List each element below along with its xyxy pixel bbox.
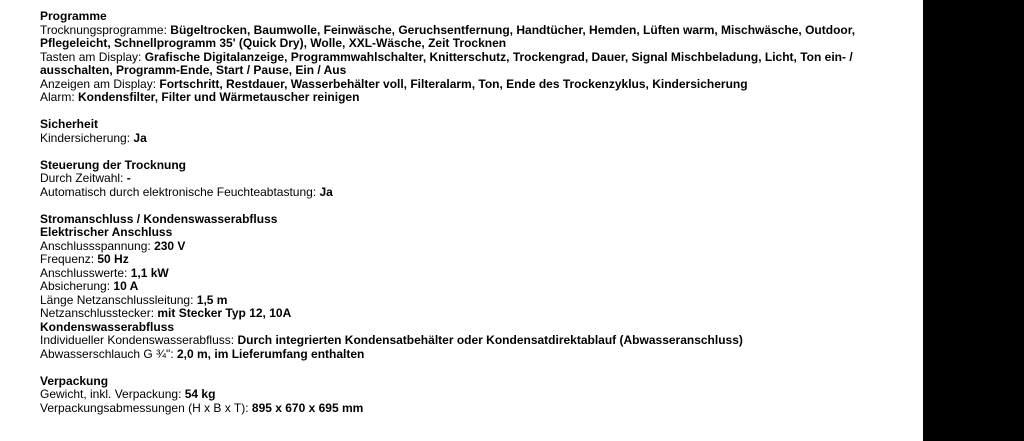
section-spacer: [40, 361, 910, 375]
spec-value: Kondensfilter, Filter und Wärmetauscher reinigen: [78, 90, 360, 104]
spec-value: Grafische Digitalanzeige, Programmwahlschalter, Knitterschutz, Trockengrad, Dauer, Signal Mischbeladung, Licht, Ton ein- / ausschalten, Programm-Ende, Start / Pause, Ein / Aus: [40, 49, 853, 77]
spec-row-netzanschlussleitung: [40, 294, 910, 308]
spec-row-alarm: [40, 91, 910, 105]
spec-row-tasten: [40, 51, 910, 78]
subsection-title-elektrischer-anschluss: Elektrischer Anschluss: [40, 225, 173, 239]
spec-label: Frequenz:: [40, 252, 98, 266]
spec-row-frequenz: [40, 253, 910, 267]
spec-label: Anschlusswerte:: [40, 265, 131, 280]
spec-label: Netzanschlusstecker:: [40, 306, 158, 320]
spec-label: Absicherung:: [40, 279, 114, 293]
spec-row-absicherung: [40, 280, 910, 294]
spec-value: 2,0 m, im Lieferumfang enthalten: [177, 346, 365, 361]
spec-label: Individueller Kondenswasserabfluss:: [40, 333, 238, 347]
spec-row-trocknungsprogramme: [40, 24, 910, 51]
spec-value: 54 kg: [184, 387, 216, 401]
section-spacer: [40, 105, 910, 119]
section-spacer: [40, 199, 910, 213]
spec-row-feuchteabtastung: [40, 186, 910, 200]
spec-label: Alarm:: [40, 90, 79, 104]
spec-label: Durch Zeitwahl:: [40, 171, 127, 185]
spec-value: Bügeltrocken, Baumwolle, Feinwäsche, Geruchsentfernung, Handtücher, Hemden, Lüften warm, Mischwäsche, Outdoor, Pflegeleicht, Schnellprogramm 35' (Quick Dry), Wolle, XXL-Wäsche, Zeit Trocknen: [40, 22, 856, 50]
spec-row-abwasserschlauch: [40, 348, 910, 362]
spec-label: Abwasserschlauch G ¾":: [40, 346, 177, 361]
spec-row-kondenswasserabfluss: [40, 334, 910, 348]
spec-value: Ja: [319, 184, 333, 199]
spec-value: mit Stecker Typ 12, 10A: [157, 306, 292, 320]
spec-value: Ja: [133, 130, 147, 145]
spec-label: Tasten am Display:: [40, 49, 145, 64]
spec-row-abmessungen: [40, 402, 910, 416]
right-edge-bar: [923, 0, 1024, 441]
section-spacer: [40, 145, 910, 159]
spec-label: Trocknungsprogramme:: [40, 22, 171, 37]
spec-label: Verpackungsabmessungen (H x B x T):: [40, 400, 252, 415]
spec-value: Fortschritt, Restdauer, Wasserbehälter voll, Filteralarm, Ton, Ende des Trockenzyklus, Kindersicherung: [159, 76, 748, 91]
spec-row-anzeigen: [40, 78, 910, 92]
spec-label: Länge Netzanschlussleitung:: [40, 292, 197, 307]
spec-label: Automatisch durch elektronische Feuchteabtastung:: [40, 184, 320, 199]
section-title-steuerung: Steuerung der Trocknung: [40, 157, 187, 172]
spec-value: 895 x 670 x 695 mm: [251, 400, 364, 415]
spec-value: 230 V: [154, 238, 186, 253]
spec-row-netzanschlusstecker: [40, 307, 910, 321]
spec-value: 10 A: [113, 279, 139, 293]
spec-label: Anschlussspannung:: [40, 238, 155, 253]
spec-row-zeitwahl: [40, 172, 910, 186]
spec-row-gewicht: [40, 388, 910, 402]
spec-row-anschlusswerte: [40, 267, 910, 281]
spec-value: -: [126, 171, 131, 185]
spec-value: 1,1 kW: [130, 265, 169, 280]
section-title-verpackung: Verpackung: [40, 373, 109, 388]
spec-document: [40, 10, 910, 415]
spec-value: 1,5 m: [196, 292, 228, 307]
spec-value: Durch integrierten Kondensatbehälter oder Kondensatdirektablauf (Abwasseranschluss): [237, 333, 743, 347]
spec-label: Kindersicherung:: [40, 130, 134, 145]
section-title-stromanschluss: Stromanschluss / Kondenswasserabfluss: [40, 211, 278, 226]
spec-label: Gewicht, inkl. Verpackung:: [40, 387, 185, 401]
spec-value: 50 Hz: [97, 252, 129, 266]
spec-row-anschlussspannung: [40, 240, 910, 254]
spec-row-kindersicherung: [40, 132, 910, 146]
subsection-title-kondenswasserabfluss: Kondenswasserabfluss: [40, 319, 175, 334]
section-title-sicherheit: Sicherheit: [40, 117, 99, 131]
spec-label: Anzeigen am Display:: [40, 76, 160, 91]
section-title-programme: Programme: [40, 9, 107, 23]
